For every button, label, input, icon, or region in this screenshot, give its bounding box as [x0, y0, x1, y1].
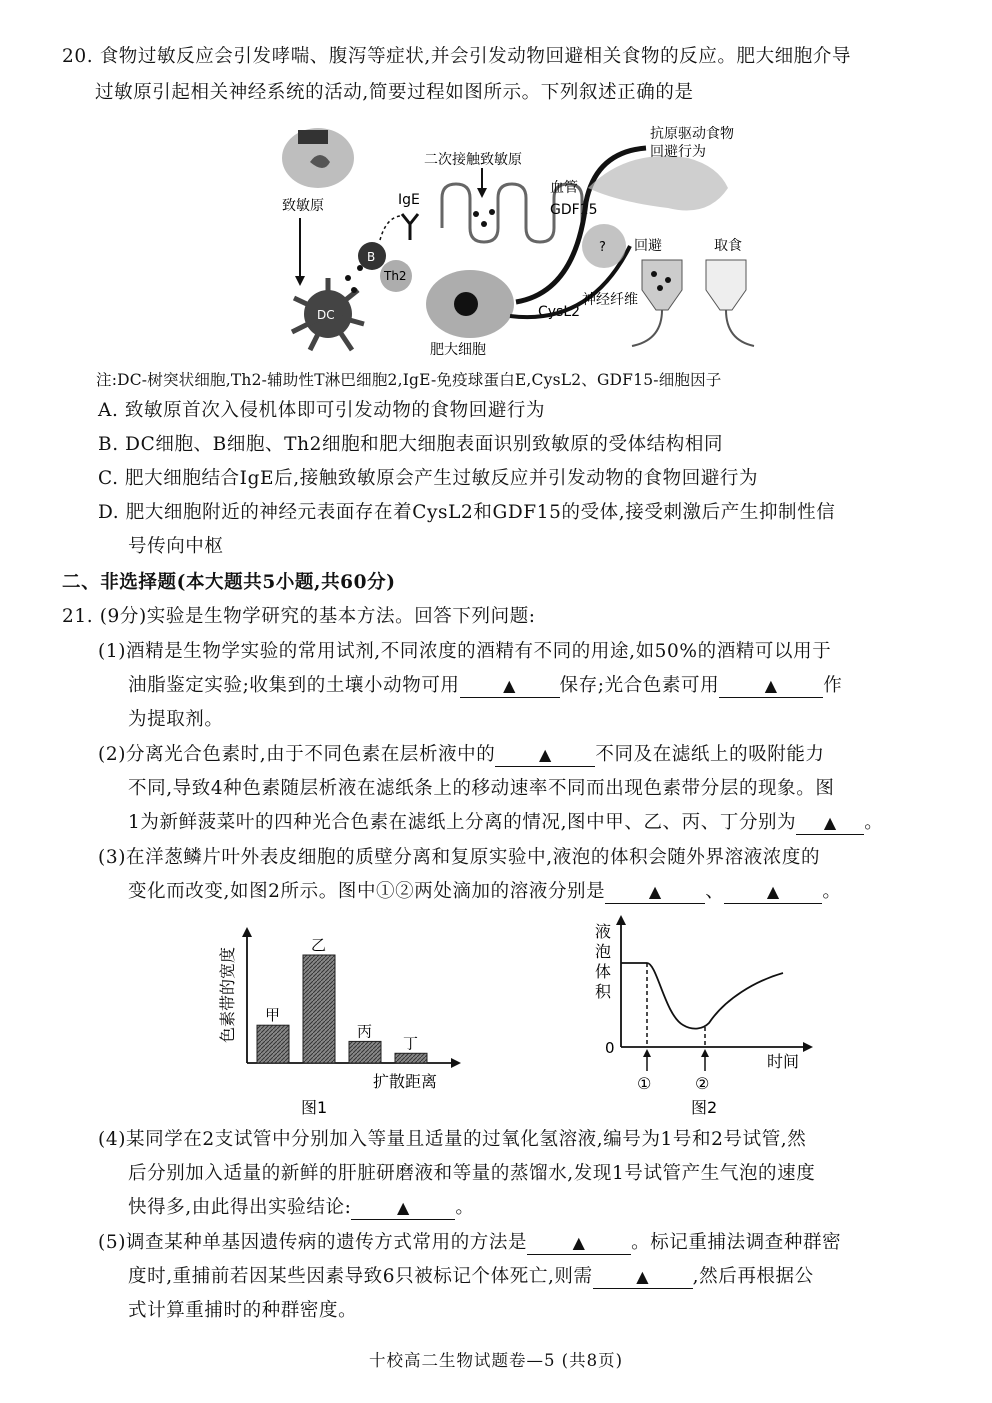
fig2-xlabel: 时间 [767, 1052, 800, 1071]
ige-label: IgE [398, 192, 420, 208]
q20-option-b: B. DC细胞、B细胞、Th2细胞和肥大细胞表面识别致敏原的受体结构相同 [98, 434, 724, 455]
q20-option-d-line1: D. 肥大细胞附近的神经元表面存在着CysL2和GDF15的受体,接受刺激后产生抑制性信 [98, 502, 836, 523]
fig2-ylabel-3: 体 [595, 962, 612, 981]
q20-stem-line2: 过敏原引起相关神经系统的活动,简要过程如图所示。下列叙述正确的是 [95, 82, 694, 103]
vessel-label: 血管 [550, 180, 578, 196]
fig1-xlabel: 扩散距离 [373, 1072, 438, 1091]
nerve-fiber-label: 神经纤维 [582, 292, 638, 308]
q21-p2-line3: 1为新鲜菠菜叶的四种光合色素在滤纸上分离的情况,图中甲、乙、丙、丁分别为 ▲ 。 [128, 812, 884, 833]
q20-note: 注:DC-树突状细胞,Th2-辅助性T淋巴细胞2,IgE-免疫球蛋白E,CysL2、GDF15-细胞因子 [96, 371, 722, 389]
answer-blank-7[interactable]: ▲ [351, 1197, 455, 1220]
avoid-label: 回避 [634, 238, 662, 254]
section2-heading: 二、非选择题(本大题共5小题,共60分) [62, 572, 396, 593]
answer-blank-6[interactable]: ▲ [724, 881, 822, 904]
feed-label: 取食 [714, 238, 742, 254]
allergen-label: 致敏原 [282, 198, 324, 214]
avoid-behavior-label-1: 抗原驱动食物 [650, 126, 734, 142]
q21-p3-line1: (3)在洋葱鳞片叶外表皮细胞的质壁分离和复原实验中,液泡的体积会随外界溶液浓度的 [98, 847, 821, 868]
bar-label-0: 甲 [265, 1006, 281, 1025]
q21-p5-line2: 度时,重捕前若因某些因素导致6只被标记个体死亡,则需 ▲ ,然后再根据公 [128, 1266, 814, 1287]
bar-label-1: 乙 [311, 936, 327, 954]
answer-blank-1[interactable]: ▲ [460, 675, 560, 698]
svg-text:DC: DC [317, 308, 335, 322]
figure-2-chart [585, 915, 815, 1125]
fig2-zero: 0 [605, 1039, 615, 1057]
mast-cell-label: 肥大细胞 [430, 342, 486, 358]
q21-p3-line2: 变化而改变,如图2所示。图中①②两处滴加的溶液分别是 ▲ 、 ▲ 。 [128, 881, 842, 902]
fig2-caption: 图2 [691, 1098, 718, 1117]
q21-p1-line3: 为提取剂。 [128, 709, 224, 730]
page-footer: 十校高二生物试题卷—5 (共8页) [368, 1351, 624, 1370]
q21-p2-line2: 不同,导致4种色素随层析液在滤纸条上的移动速率不同而出现色素带分层的现象。图 [128, 778, 835, 799]
q20-option-a: A. 致敏原首次入侵机体即可引发动物的食物回避行为 [98, 400, 546, 421]
cysl2-label: CysL2 [538, 304, 581, 320]
answer-blank-4[interactable]: ▲ [796, 812, 864, 835]
bar-3 [395, 1053, 427, 1063]
figure-1-chart [205, 925, 475, 1125]
fig2-ylabel-4: 积 [595, 982, 612, 1001]
fig2-mark-2: ② [695, 1074, 710, 1093]
bar-label-3: 丁 [403, 1034, 419, 1053]
second-contact-label: 二次接触致敏原 [424, 152, 522, 168]
svg-text:Th2: Th2 [384, 269, 407, 283]
q20-option-c: C. 肥大细胞结合IgE后,接触致敏原会产生过敏反应并引发动物的食物回避行为 [98, 468, 759, 489]
fig2-ylabel-2: 泡 [595, 942, 612, 961]
answer-blank-3[interactable]: ▲ [495, 744, 595, 767]
allergy-figure [270, 118, 770, 363]
avoid-behavior-label-2: 回避行为 [650, 144, 706, 160]
bar-1 [303, 955, 335, 1063]
fig2-ylabel-1: 液 [595, 922, 612, 941]
fig1-ylabel: 色素带的宽度 [218, 946, 237, 1043]
fig1-caption: 图1 [301, 1098, 328, 1117]
bar-0 [257, 1025, 289, 1063]
q21-p5-line3: 式计算重捕时的种群密度。 [128, 1300, 358, 1321]
q20-option-d-line2: 号传向中枢 [128, 536, 224, 557]
gdf15-label: GDF15 [550, 202, 598, 218]
q21-p4-line2: 后分别加入适量的新鲜的肝脏研磨液和等量的蒸馏水,发现1号试管产生气泡的速度 [128, 1163, 816, 1184]
bar-label-2: 丙 [357, 1022, 373, 1041]
fig2-mark-1: ① [637, 1074, 652, 1093]
q21-p4-line1: (4)某同学在2支试管中分别加入等量且适量的过氧化氢溶液,编号为1号和2号试管,然 [98, 1129, 807, 1150]
svg-text:?: ? [599, 240, 606, 255]
svg-text:B: B [367, 250, 376, 264]
q21-p4-line3: 快得多,由此得出实验结论: ▲ 。 [128, 1197, 475, 1218]
q21-p1-line2: 油脂鉴定实验;收集到的土壤小动物可用 ▲ 保存;光合色素可用 ▲ 作 [128, 675, 843, 696]
answer-blank-2[interactable]: ▲ [719, 675, 823, 698]
q20-stem-line1: 20. 食物过敏反应会引发哮喘、腹泻等症状,并会引发动物回避相关食物的反应。肥大细胞介导 [62, 46, 852, 67]
answer-blank-5[interactable]: ▲ [605, 881, 705, 904]
answer-blank-9[interactable]: ▲ [593, 1266, 693, 1289]
q21-p2-line1: (2)分离光合色素时,由于不同色素在层析液中的 ▲ 不同及在滤纸上的吸附能力 [98, 744, 825, 765]
q21-p1-line1: (1)酒精是生物学实验的常用试剂,不同浓度的酒精有不同的用途,如50%的酒精可以用于 [98, 641, 832, 662]
answer-blank-8[interactable]: ▲ [527, 1232, 631, 1255]
q21-head: 21. (9分)实验是生物学研究的基本方法。回答下列问题: [62, 606, 536, 627]
bar-2 [349, 1041, 381, 1063]
q21-p5-line1: (5)调查某种单基因遗传病的遗传方式常用的方法是 ▲ 。标记重捕法调查种群密 [98, 1232, 842, 1253]
